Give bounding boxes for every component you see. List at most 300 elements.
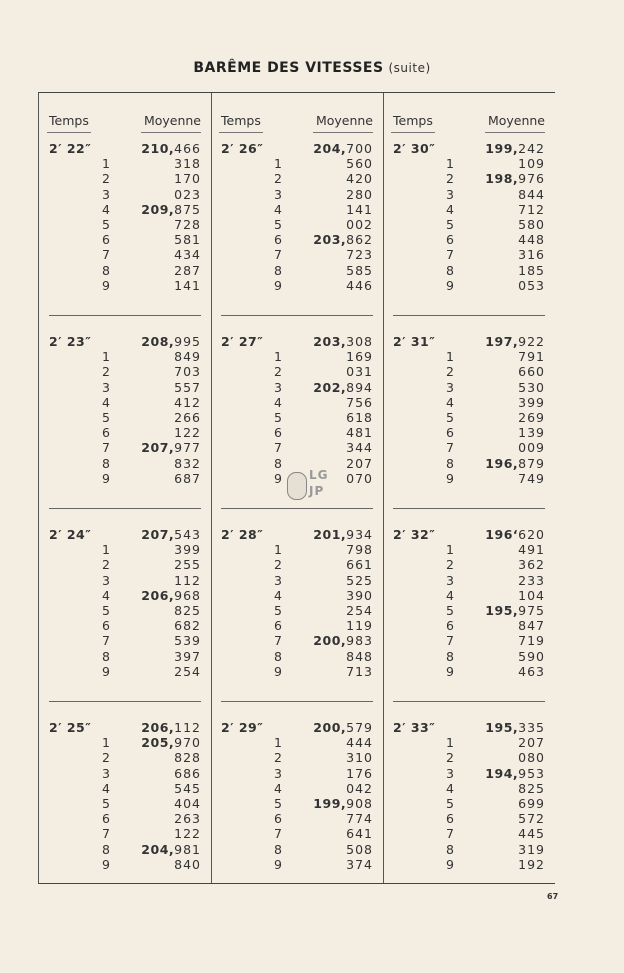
speed-decimal: 687 <box>174 470 201 486</box>
table-row <box>211 664 383 679</box>
time-subdivision: 8 <box>446 455 454 471</box>
speed-decimal: 463 <box>518 663 545 679</box>
average-speed <box>346 573 373 588</box>
speed-decimal: 581 <box>174 232 201 248</box>
table-row <box>39 263 211 278</box>
speed-decimal: 530 <box>518 379 545 395</box>
table-row <box>211 649 383 664</box>
average-speed <box>174 857 201 872</box>
average-speed <box>174 766 201 781</box>
average-speed <box>174 410 201 425</box>
table-row <box>383 263 555 278</box>
speed-decimal: 791 <box>518 349 545 365</box>
average-speed <box>174 217 201 232</box>
speed-decimal: 053 <box>518 277 545 293</box>
speed-integer: 200, <box>313 633 347 649</box>
speed-integer: 203, <box>313 232 347 248</box>
speed-decimal: 080 <box>518 750 545 766</box>
table-row <box>383 456 555 471</box>
time-subdivision: 9 <box>102 856 110 872</box>
table-row <box>383 171 555 186</box>
table-row <box>39 527 211 542</box>
speed-integer: 204, <box>313 141 347 156</box>
speed-decimal: 399 <box>518 394 545 410</box>
speed-decimal: 266 <box>174 410 201 425</box>
average-speed <box>518 542 545 557</box>
time-subdivision: 5 <box>274 603 282 618</box>
table-row <box>39 395 211 410</box>
average-speed <box>174 171 201 186</box>
table-row <box>383 217 555 232</box>
speed-decimal: 491 <box>518 542 545 558</box>
table-row <box>383 649 555 664</box>
lgjp-stamp <box>287 468 337 504</box>
table-row <box>383 278 555 293</box>
page-number: 67 <box>547 892 559 901</box>
average-speed <box>518 750 545 765</box>
time-subdivision: 7 <box>274 440 282 456</box>
speed-decimal: 749 <box>518 470 545 486</box>
time-label: 2′ 25″ <box>49 720 92 735</box>
speed-decimal: 242 <box>518 141 545 156</box>
speed-decimal: 139 <box>518 425 545 441</box>
table-row <box>39 557 211 572</box>
average-speed <box>518 440 545 455</box>
speed-integer: 197, <box>485 334 519 349</box>
average-speed <box>485 766 545 781</box>
average-speed <box>174 471 201 486</box>
speed-decimal: 445 <box>518 826 545 842</box>
average-speed <box>346 557 373 572</box>
speed-decimal: 263 <box>174 811 201 827</box>
table-row <box>211 334 383 349</box>
time-subdivision: 9 <box>446 470 454 486</box>
average-speed <box>313 527 373 542</box>
average-speed <box>346 750 373 765</box>
table-row <box>211 588 383 603</box>
average-speed <box>346 603 373 618</box>
header-underline <box>485 132 545 133</box>
average-speed <box>346 456 373 471</box>
speed-decimal: 618 <box>346 410 373 425</box>
average-speed <box>313 633 373 648</box>
speed-decimal: 390 <box>346 587 373 603</box>
table-row <box>383 766 555 781</box>
average-speed <box>174 263 201 278</box>
speed-decimal: 590 <box>518 648 545 664</box>
time-subdivision: 5 <box>446 603 454 618</box>
title-suffix: (suite) <box>388 61 431 75</box>
average-speed <box>518 364 545 379</box>
average-speed <box>174 781 201 796</box>
speed-decimal: 825 <box>174 603 201 618</box>
speed-decimal: 922 <box>518 334 545 349</box>
time-subdivision: 1 <box>446 156 454 172</box>
table-row <box>211 349 383 364</box>
time-label: 2′ 33″ <box>393 720 436 735</box>
block-separator <box>221 508 373 509</box>
table-row <box>39 202 211 217</box>
table-row <box>39 440 211 455</box>
time-subdivision: 9 <box>102 663 110 679</box>
average-speed <box>518 735 545 750</box>
table-row <box>39 410 211 425</box>
speed-integer: 204, <box>141 841 175 857</box>
table-row <box>383 380 555 395</box>
time-subdivision: 8 <box>274 841 282 857</box>
time-subdivision: 1 <box>446 542 454 558</box>
speed-integer: 203, <box>313 334 347 349</box>
time-subdivision: 5 <box>274 796 282 811</box>
header-moyenne: Moyenne <box>143 113 201 128</box>
table-row <box>383 527 555 542</box>
table-row <box>383 857 555 872</box>
speed-decimal: 712 <box>518 201 545 217</box>
time-subdivision: 9 <box>446 856 454 872</box>
time-subdivision: 3 <box>274 186 282 202</box>
average-speed <box>518 202 545 217</box>
speed-decimal: 572 <box>518 811 545 827</box>
average-speed <box>518 471 545 486</box>
speed-decimal: 970 <box>174 735 201 751</box>
table-row <box>39 573 211 588</box>
time-subdivision: 4 <box>446 201 454 217</box>
portrait-icon <box>287 472 307 500</box>
table-row <box>211 527 383 542</box>
header-underline <box>313 132 373 133</box>
speed-decimal: 023 <box>174 186 201 202</box>
average-speed <box>518 618 545 633</box>
stamp-line-1: LG <box>309 468 329 482</box>
speed-decimal: 255 <box>174 557 201 573</box>
speed-decimal: 444 <box>346 735 373 751</box>
speed-decimal: 840 <box>174 856 201 872</box>
speed-decimal: 104 <box>518 587 545 603</box>
time-subdivision: 6 <box>102 618 110 634</box>
table-row <box>211 750 383 765</box>
speed-decimal: 420 <box>346 171 373 187</box>
speed-decimal: 122 <box>174 826 201 842</box>
table-row <box>211 826 383 841</box>
table-row <box>211 811 383 826</box>
average-speed <box>174 796 201 811</box>
page-title <box>0 60 624 76</box>
time-subdivision: 8 <box>446 841 454 857</box>
table-row <box>39 618 211 633</box>
time-subdivision: 1 <box>274 156 282 172</box>
time-subdivision: 3 <box>102 765 110 781</box>
time-subdivision: 8 <box>102 841 110 857</box>
time-subdivision: 3 <box>274 765 282 781</box>
speed-decimal: 192 <box>518 856 545 872</box>
time-subdivision: 5 <box>274 410 282 425</box>
table-row <box>39 141 211 156</box>
table-row <box>211 141 383 156</box>
speed-integer: 198, <box>485 171 519 187</box>
speed-integer: 202, <box>313 379 347 395</box>
table-row <box>383 826 555 841</box>
time-label: 2′ 24″ <box>49 527 92 542</box>
table-row <box>383 796 555 811</box>
table-row <box>383 781 555 796</box>
speed-decimal: 362 <box>518 557 545 573</box>
table-row <box>211 187 383 202</box>
average-speed <box>174 395 201 410</box>
time-subdivision: 5 <box>446 410 454 425</box>
time-subdivision: 6 <box>102 425 110 441</box>
speed-integer: 208, <box>141 334 175 349</box>
speed-decimal: 112 <box>174 572 201 588</box>
speed-decimal: 254 <box>174 663 201 679</box>
table-row <box>39 380 211 395</box>
table-row <box>383 141 555 156</box>
average-speed <box>174 573 201 588</box>
time-subdivision: 2 <box>274 364 282 380</box>
average-speed <box>174 247 201 262</box>
average-speed <box>518 232 545 247</box>
average-speed <box>174 278 201 293</box>
speed-decimal: 580 <box>518 217 545 232</box>
table-row <box>211 557 383 572</box>
average-speed <box>518 395 545 410</box>
average-speed <box>346 202 373 217</box>
time-subdivision: 5 <box>274 217 282 232</box>
speed-decimal: 122 <box>174 425 201 441</box>
average-speed <box>141 720 201 735</box>
table-row <box>39 364 211 379</box>
average-speed <box>346 364 373 379</box>
header-underline <box>141 132 201 133</box>
table-row <box>39 278 211 293</box>
average-speed <box>518 263 545 278</box>
table-row <box>383 603 555 618</box>
average-speed <box>174 364 201 379</box>
time-subdivision: 8 <box>446 262 454 278</box>
average-speed <box>346 171 373 186</box>
speed-decimal: 170 <box>174 171 201 187</box>
speed-decimal: 539 <box>174 633 201 649</box>
average-speed <box>346 187 373 202</box>
time-subdivision: 1 <box>446 349 454 365</box>
average-speed <box>518 187 545 202</box>
speed-decimal: 508 <box>346 841 373 857</box>
average-speed <box>518 781 545 796</box>
time-subdivision: 4 <box>102 201 110 217</box>
speed-decimal: 185 <box>518 262 545 278</box>
speed-decimal: 310 <box>346 750 373 766</box>
time-subdivision: 5 <box>102 603 110 618</box>
speed-decimal: 141 <box>346 201 373 217</box>
average-speed <box>346 349 373 364</box>
time-subdivision: 7 <box>446 826 454 842</box>
time-subdivision: 2 <box>102 171 110 187</box>
average-speed <box>313 720 373 735</box>
time-subdivision: 6 <box>446 618 454 634</box>
average-speed <box>346 618 373 633</box>
average-speed <box>346 156 373 171</box>
table-row <box>39 796 211 811</box>
speed-decimal: 560 <box>346 156 373 172</box>
speed-decimal: 968 <box>174 587 201 603</box>
table-row <box>211 232 383 247</box>
average-speed <box>518 217 545 232</box>
speed-decimal: 207 <box>518 735 545 751</box>
table-row <box>383 633 555 648</box>
table-row <box>383 588 555 603</box>
time-subdivision: 5 <box>446 217 454 232</box>
table-row <box>211 263 383 278</box>
time-subdivision: 3 <box>446 572 454 588</box>
time-subdivision: 9 <box>274 663 282 679</box>
speed-decimal: 308 <box>346 334 373 349</box>
time-label: 2′ 30″ <box>393 141 436 156</box>
block-separator <box>221 315 373 316</box>
table-row <box>39 588 211 603</box>
average-speed <box>518 425 545 440</box>
average-speed <box>518 826 545 841</box>
table-row <box>39 471 211 486</box>
stamp-line-2: JP <box>309 484 325 498</box>
table-row <box>39 187 211 202</box>
speed-integer: 195, <box>485 720 519 735</box>
average-speed <box>174 156 201 171</box>
speed-decimal: 774 <box>346 811 373 827</box>
average-speed <box>518 633 545 648</box>
speed-decimal: 844 <box>518 186 545 202</box>
table-row <box>383 349 555 364</box>
block-separator <box>49 508 201 509</box>
average-speed <box>174 811 201 826</box>
average-speed <box>518 842 545 857</box>
table-row <box>383 425 555 440</box>
time-subdivision: 8 <box>102 455 110 471</box>
time-subdivision: 1 <box>274 542 282 558</box>
average-speed <box>518 557 545 572</box>
speed-decimal: 481 <box>346 425 373 441</box>
table-row <box>383 410 555 425</box>
table-row <box>383 247 555 262</box>
speed-decimal: 934 <box>346 527 373 542</box>
average-speed <box>518 649 545 664</box>
table-row <box>211 766 383 781</box>
table-row <box>39 456 211 471</box>
speed-integer: 200, <box>313 720 347 735</box>
speed-integer: 206, <box>141 720 175 735</box>
speed-decimal: 585 <box>346 262 373 278</box>
time-label: 2′ 28″ <box>221 527 264 542</box>
time-subdivision: 2 <box>102 557 110 573</box>
table-row <box>39 664 211 679</box>
speed-decimal: 976 <box>518 171 545 187</box>
speed-decimal: 875 <box>174 201 201 217</box>
average-speed <box>141 842 201 857</box>
table-row <box>383 202 555 217</box>
speed-decimal: 908 <box>346 796 373 811</box>
speed-decimal: 374 <box>346 856 373 872</box>
speed-decimal: 318 <box>174 156 201 172</box>
time-subdivision: 2 <box>274 750 282 766</box>
time-subdivision: 7 <box>274 826 282 842</box>
speed-decimal: 070 <box>346 470 373 486</box>
speed-decimal: 280 <box>346 186 373 202</box>
speed-decimal: 176 <box>346 765 373 781</box>
time-subdivision: 7 <box>446 633 454 649</box>
table-row <box>211 380 383 395</box>
time-subdivision: 4 <box>274 587 282 603</box>
table-row <box>211 278 383 293</box>
time-subdivision: 9 <box>274 856 282 872</box>
time-subdivision: 6 <box>274 811 282 827</box>
table-row <box>383 440 555 455</box>
table-row <box>39 649 211 664</box>
header-moyenne: Moyenne <box>315 113 373 128</box>
table-row <box>211 842 383 857</box>
table-row <box>211 395 383 410</box>
average-speed <box>518 588 545 603</box>
speed-integer: 194, <box>485 765 519 781</box>
average-speed <box>346 395 373 410</box>
header-underline <box>47 132 91 133</box>
average-speed <box>485 527 545 542</box>
average-speed <box>518 156 545 171</box>
table-row <box>383 664 555 679</box>
speed-decimal: 319 <box>518 841 545 857</box>
table-row <box>211 618 383 633</box>
average-speed <box>346 263 373 278</box>
speed-decimal: 703 <box>174 364 201 380</box>
time-subdivision: 7 <box>102 633 110 649</box>
speed-decimal: 404 <box>174 796 201 811</box>
table-row <box>211 217 383 232</box>
table-row <box>211 857 383 872</box>
average-speed <box>518 664 545 679</box>
speed-decimal: 466 <box>174 141 201 156</box>
speed-decimal: 543 <box>174 527 201 542</box>
average-speed <box>141 588 201 603</box>
average-speed <box>174 456 201 471</box>
speed-decimal: 700 <box>346 141 373 156</box>
table-row <box>383 557 555 572</box>
time-subdivision: 7 <box>274 633 282 649</box>
average-speed <box>346 278 373 293</box>
average-speed <box>346 781 373 796</box>
average-speed <box>518 380 545 395</box>
speed-integer: 199, <box>313 796 347 811</box>
speed-decimal: 832 <box>174 455 201 471</box>
table-row <box>211 603 383 618</box>
time-subdivision: 1 <box>102 735 110 751</box>
average-speed <box>313 334 373 349</box>
speed-integer: 195, <box>485 603 519 618</box>
time-label: 2′ 29″ <box>221 720 264 735</box>
table-row <box>383 811 555 826</box>
table-column <box>39 93 211 883</box>
average-speed <box>313 796 373 811</box>
average-speed <box>346 247 373 262</box>
speed-decimal: 579 <box>346 720 373 735</box>
time-subdivision: 9 <box>274 470 282 486</box>
speed-decimal: 847 <box>518 618 545 634</box>
speed-decimal: 545 <box>174 780 201 796</box>
time-subdivision: 5 <box>102 796 110 811</box>
time-subdivision: 1 <box>102 542 110 558</box>
time-subdivision: 8 <box>274 262 282 278</box>
speed-decimal: 525 <box>346 572 373 588</box>
average-speed <box>346 217 373 232</box>
average-speed <box>174 557 201 572</box>
speed-decimal: 728 <box>174 217 201 232</box>
average-speed <box>174 232 201 247</box>
